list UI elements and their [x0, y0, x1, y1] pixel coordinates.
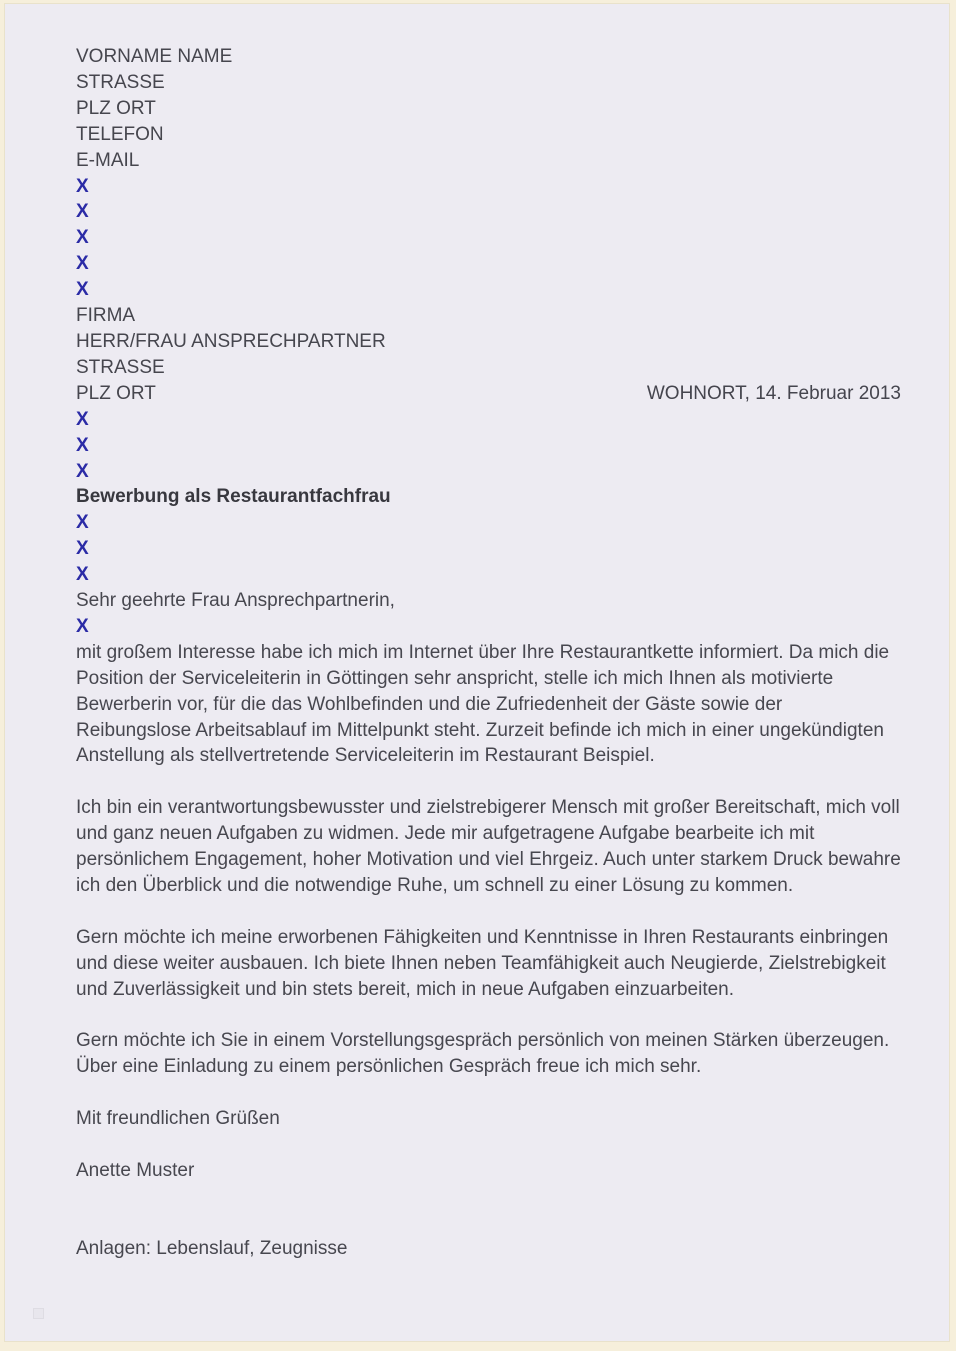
scan-artifact — [33, 1308, 44, 1319]
closing-phrase: Mit freundlichen Grüßen — [76, 1108, 280, 1130]
date-line: WOHNORT, 14. Februar 2013 — [646, 382, 901, 404]
recipient-company: FIRMA — [76, 305, 136, 327]
sender-street: STRASSE — [76, 71, 165, 93]
salutation: Sehr geehrte Frau Ansprechpartnerin, — [76, 590, 395, 612]
placeholder-x-group-after-sender — [76, 174, 901, 304]
body-paragraph-2: Ich bin ein verantwortungsbewusster und zielstrebigerer Mensch mit großer Bereitschaft, mich voll und ganz neuen Aufgaben zu widmen. Jede mir aufgetragene Aufgabe bearbeite ich mit persönlichem Engagement, hoher Motivation und viel Ehrgeiz. Auch unter starkem Druck bewahre ich den Überblick und die notwendige Ruhe, um schnell zu einer Lösung zu kommen. — [76, 797, 901, 896]
placeholder-x: X — [76, 279, 90, 301]
body-paragraph-3: Gern möchte ich meine erworbenen Fähigkeiten und Kenntnisse in Ihren Restaurants einbringen und diese weiter ausbauen. Ich biete Ihnen neben Teamfähigkeit auch Neugierde, Zielstrebigkeit und Zuverlässigkeit und bin stets bereit, mich in neue Aufgaben einzuarbeiten. — [76, 926, 889, 1000]
placeholder-x: X — [76, 434, 90, 456]
spacer — [76, 1132, 901, 1158]
signature-name: Anette Muster — [76, 1159, 195, 1181]
placeholder-x: X — [76, 564, 90, 586]
letter-page — [4, 3, 950, 1342]
closing-block — [76, 1106, 901, 1261]
placeholder-x: X — [76, 512, 90, 534]
letter-body — [76, 640, 901, 1080]
recipient-city-date-row — [76, 381, 901, 407]
placeholder-x: X — [76, 227, 90, 249]
placeholder-x: X — [76, 201, 90, 223]
recipient-contact: HERR/FRAU ANSPRECHPARTNER — [76, 330, 386, 352]
placeholder-x: X — [76, 460, 90, 482]
sender-email: E-MAIL — [76, 149, 140, 171]
placeholder-x: X — [76, 175, 90, 197]
spacer — [76, 1184, 901, 1236]
placeholder-x-group-after-recipient — [76, 407, 901, 485]
placeholder-x: X — [76, 615, 90, 637]
subject-line: Bewerbung als Restaurantfachfrau — [76, 486, 391, 508]
sender-name: VORNAME NAME — [76, 46, 233, 67]
body-paragraph-1: mit großem Interesse habe ich mich im Internet über Ihre Restaurantkette informiert. Da mich die Position der Serviceleiterin in Göttingen sehr anspricht, stelle ich mich Ihnen als motivierte Bewerberin vor, für die das Wohlbefinden und die Zufriedenheit der Gäste sowie der Reibungslose Arbeitsablauf im Mittelpunkt steht. Zurzeit befinde ich mich in einer ungekündigten Anstellung als stellvertretende Serviceleiterin im Restaurant Beispiel. — [76, 641, 890, 767]
sender-block — [76, 44, 901, 174]
enclosures-line: Anlagen: Lebenslauf, Zeugnisse — [76, 1237, 348, 1259]
placeholder-x-group-after-subject — [76, 510, 901, 588]
placeholder-x: X — [76, 538, 90, 560]
placeholder-x-group-after-salutation — [76, 614, 901, 640]
recipient-street: STRASSE — [76, 356, 165, 378]
recipient-block — [76, 303, 901, 407]
body-paragraph-4: Gern möchte ich Sie in einem Vorstellungsgespräch persönlich von meinen Stärken überzeugen. Über eine Einladung zu einem persönlichen Gespräch freue ich mich sehr. — [76, 1030, 890, 1078]
placeholder-x: X — [76, 253, 90, 275]
sender-city: PLZ ORT — [76, 97, 156, 119]
recipient-city: PLZ ORT — [76, 382, 156, 404]
sender-phone: TELEFON — [76, 123, 164, 145]
placeholder-x: X — [76, 408, 90, 430]
